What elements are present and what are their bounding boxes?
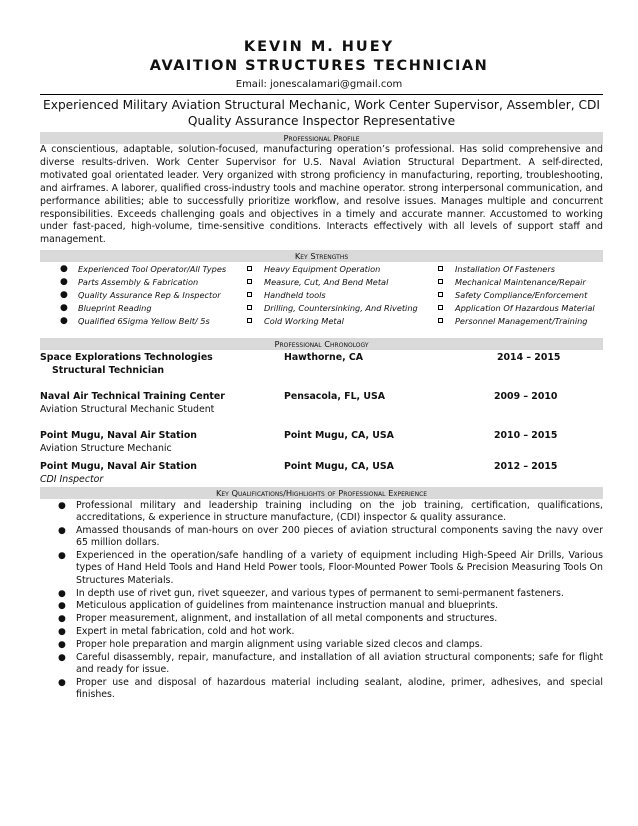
candidate-title: AVAITION STRUCTURES TECHNICIAN	[149, 58, 489, 74]
strength-item: Application Of Hazardous Material	[455, 303, 595, 313]
strength-item: Heavy Equipment Operation	[264, 264, 381, 274]
summary-line-1: Experienced Military Aviation Structural Mechanic, Work Center Supervisor, Assembler, CDI	[43, 98, 600, 112]
bullet-icon: ●	[60, 264, 68, 274]
profile-text: A conscientious, adaptable, solution-focused, manufacturing operation’s professional. Has solid comprehensive and diverse results-driven. Work Center Supervisor for U.S. Naval Aviation Structural Department. A self-directed, motivated goal orientated leader. Very organized with strong proficiency in manufacturing, reporting, troubleshooting, and airframes. A laborer, qualified cross-industry tools and machine operator. strong interpersonal communication, and performance abilities; able to successfully prioritize workflow, and resolve issues. Manages multiple and concurrent responsibilities. Exceeds challenging goals and objectives in a timely and accurate manner. Accustomed to working under fast-paced, high-volume, time-sensitive conditions. Interacts effectively with all levels of support staff and management.	[40, 144, 603, 246]
list-item: ● Meticulous application of guidelines from maintenance instruction manual and blueprints.	[58, 600, 499, 612]
bullet-icon: ●	[58, 526, 66, 537]
summary-line-2: Quality Assurance Inspector Representative	[187, 114, 456, 128]
checkbox-square-icon	[247, 292, 252, 297]
bullet-icon: ●	[58, 601, 66, 612]
checkbox-square-icon	[438, 279, 443, 284]
chron-role: CDI Inspector	[40, 474, 104, 485]
chron-dates: 2012 – 2015	[494, 461, 558, 472]
strength-item: Quality Assurance Rep & Inspector	[78, 290, 221, 300]
section-heading-qualifications: Key Qualifications/Highlights of Professional Experience	[40, 487, 603, 499]
list-item: ● Professional military and leadership training including on the job training, certification, qualifications, accreditations, & experience in structure manufacture, (CDI) inspector & quality assurance.	[58, 500, 603, 524]
section-heading-profile: Professional Profile	[40, 132, 603, 144]
chron-org: Naval Air Technical Training Center	[40, 391, 225, 402]
strength-item: Measure, Cut, And Bend Metal	[264, 277, 389, 287]
bullet-icon: ●	[58, 639, 66, 650]
checkbox-square-icon	[438, 266, 443, 271]
list-item: ● Careful disassembly, repair, manufacture, and installation of all aviation structural components; safe for flight and ready for issue.	[58, 651, 603, 675]
chron-location: Point Mugu, CA, USA	[284, 461, 394, 472]
checkbox-square-icon	[438, 305, 443, 310]
strength-item: Qualified 6Sigma Yellow Belt/ 5s	[78, 316, 210, 326]
chron-org: Point Mugu, Naval Air Station	[40, 461, 197, 472]
strength-item: Handheld tools	[264, 290, 326, 300]
list-item: ● Proper use and disposal of hazardous material including sealant, alodine, primer, adhesives, and special finishes.	[58, 676, 603, 700]
bullet-icon: ●	[58, 501, 66, 511]
strength-item: Drilling, Countersinking, And Riveting	[264, 303, 418, 313]
bullet-icon: ●	[58, 551, 66, 562]
bullet-icon: ●	[58, 614, 66, 625]
contact-email: Email: jonescalamari@gmail.com	[235, 79, 403, 90]
header-rule	[40, 94, 603, 95]
checkbox-square-icon	[438, 318, 443, 323]
chron-dates: 2010 – 2015	[494, 430, 558, 441]
strength-item: Blueprint Reading	[78, 303, 152, 313]
chron-dates: 2014 – 2015	[497, 352, 561, 363]
checkbox-square-icon	[247, 279, 252, 284]
strength-item: Cold Working Metal	[264, 316, 344, 326]
strength-item: Parts Assembly & Fabrication	[78, 277, 199, 287]
list-item: ● In depth use of rivet gun, rivet squeezer, and various types of permanent to semi-permanent fasteners.	[58, 587, 564, 599]
list-item: ● Proper hole preparation and margin alignment using variable sized clecos and clamps.	[58, 638, 483, 650]
chron-role: Aviation Structural Mechanic Student	[40, 404, 215, 415]
chron-location: Point Mugu, CA, USA	[284, 430, 394, 441]
list-item: ● Experienced in the operation/safe handling of a variety of equipment including High-Speed Air Drills, Various types of Hand Held Tools and Hand Held Power tools, Floor-Mounted Power Tools & Precision Measuring Tools On Structures Materials.	[58, 550, 603, 586]
checkbox-square-icon	[247, 305, 252, 310]
strength-item: Safety Compliance/Enforcement	[455, 290, 588, 300]
bullet-icon: ●	[58, 626, 66, 637]
strength-item: Personnel Management/Training	[455, 316, 588, 326]
section-heading-strengths: Key Strengths	[40, 250, 603, 262]
chron-org: Point Mugu, Naval Air Station	[40, 430, 197, 441]
bullet-icon: ●	[60, 277, 68, 287]
bullet-icon: ●	[58, 588, 66, 599]
strength-item: Mechanical Maintenance/Repair	[455, 277, 586, 287]
section-heading-chronology: Professional Chronology	[40, 338, 603, 350]
candidate-name: KEVIN M. HUEY	[243, 39, 395, 55]
bullet-icon: ●	[58, 677, 66, 688]
list-item: ● Proper measurement, alignment, and installation of all metal components and structures.	[58, 613, 498, 625]
qualifications-list	[40, 500, 603, 702]
chron-location: Pensacola, FL, USA	[284, 391, 385, 402]
bullet-icon: ●	[58, 652, 66, 663]
checkbox-square-icon	[247, 318, 252, 323]
chron-org: Space Explorations Technologies	[40, 352, 213, 363]
bullet-icon: ●	[60, 290, 68, 300]
chron-dates: 2009 – 2010	[494, 391, 558, 402]
bullet-icon: ●	[60, 303, 68, 313]
bullet-icon: ●	[60, 316, 68, 326]
list-item: ● Expert in metal fabrication, cold and hot work.	[58, 625, 295, 637]
list-item: ● Amassed thousands of man-hours on over 200 pieces of aviation structural components saving the navy over 65 million dollars.	[58, 525, 603, 549]
checkbox-square-icon	[247, 266, 252, 271]
strength-item: Installation Of Fasteners	[455, 264, 555, 274]
chron-role: Aviation Structure Mechanic	[40, 443, 172, 454]
chron-location: Hawthorne, CA	[284, 352, 364, 363]
strength-item: Experienced Tool Operator/All Types	[78, 264, 227, 274]
chron-role: Structural Technician	[52, 365, 165, 376]
checkbox-square-icon	[438, 292, 443, 297]
